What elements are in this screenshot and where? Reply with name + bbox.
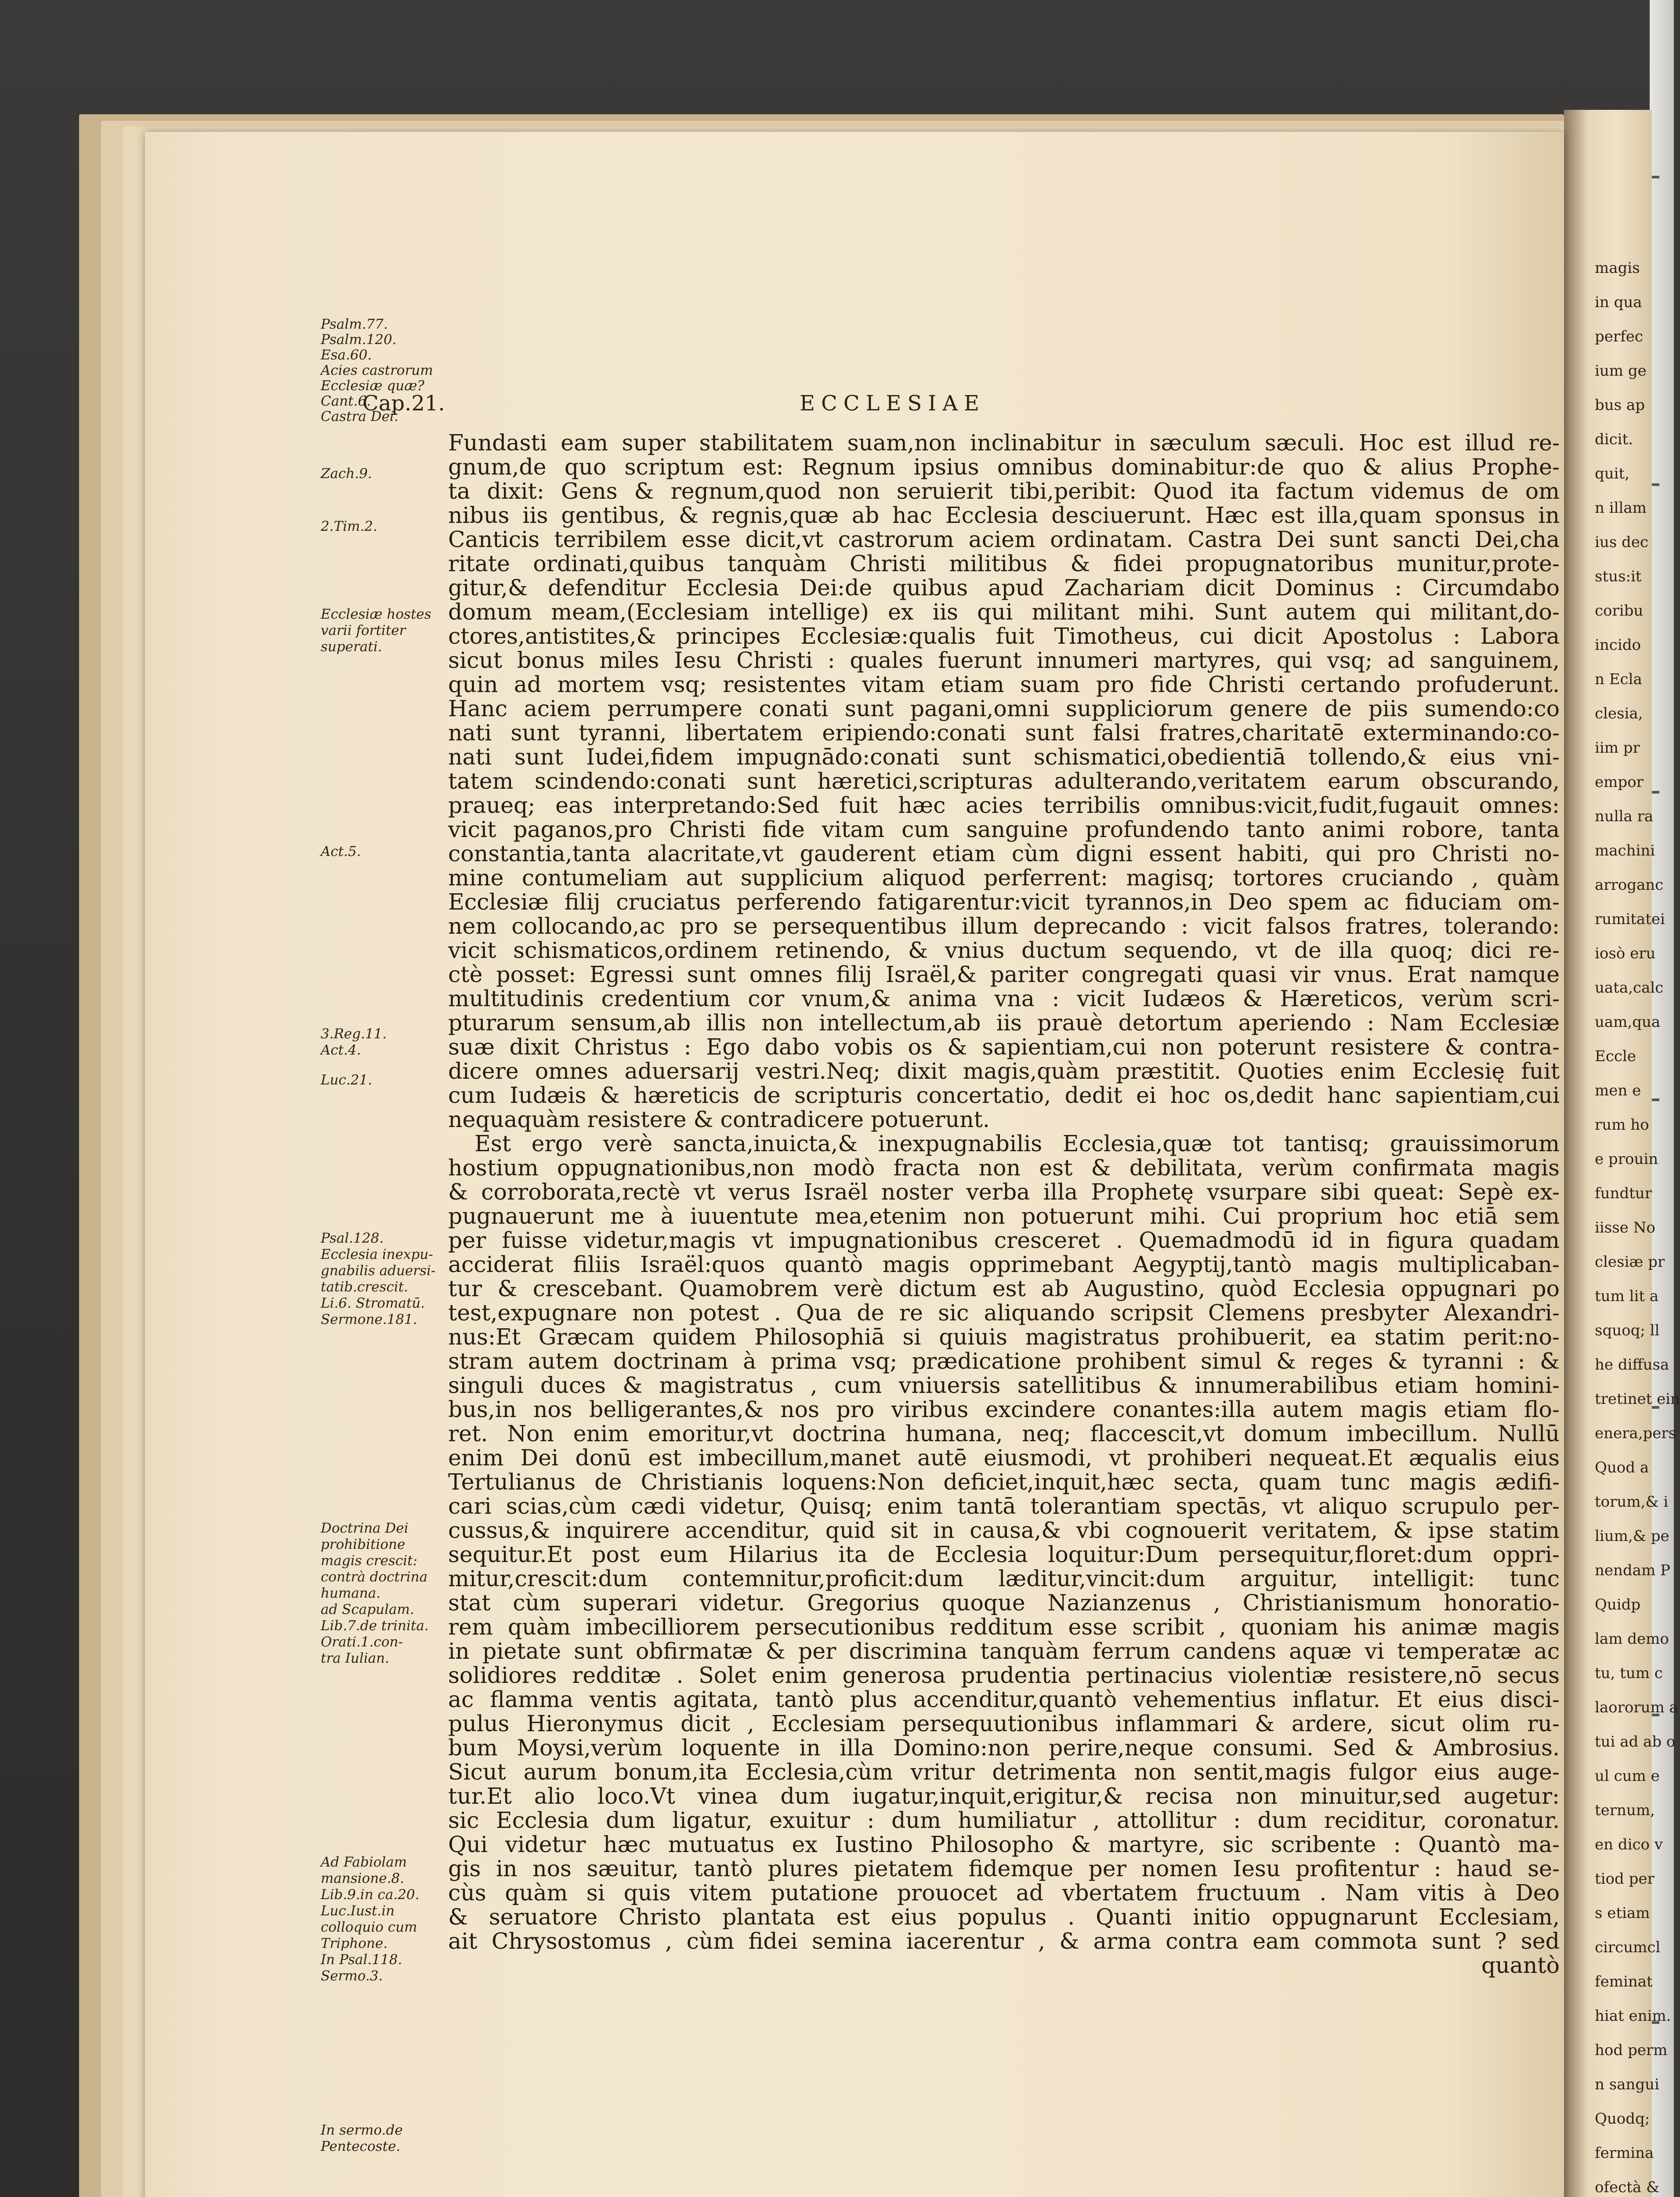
facing-text-fragment: in qua [1595, 294, 1642, 311]
text-line: praueq; eas interpretando:Sed fuit hæc acies terribilis omnibus:vicit,fudit,fugauit omnes: [448, 792, 1560, 818]
margin-note: Pentecoste. [321, 2139, 401, 2154]
text-line: tatem scindendo:conati sunt hæretici,scripturas adulterando,veritatem earum obscurando, [448, 768, 1560, 794]
margin-note: Ecclesiæ hostes [321, 606, 431, 622]
text-line: Hanc aciem perrumpere conati sunt pagani,omni suppliciorum genere de piis sumendo:co [448, 696, 1560, 721]
text-line: Est ergo verè sancta,inuicta,& inexpugnabilis Ecclesia,quæ tot tantisq; grauissimorum [474, 1131, 1560, 1157]
facing-text-fragment: bus ap [1595, 396, 1645, 414]
text-line: stram autem doctrinam à prima vsq; prædicatione prohibent simul & reges & tyranni : & [448, 1348, 1560, 1374]
margin-note: Castra Dei. [321, 409, 398, 424]
facing-text-fragment: empor [1595, 773, 1644, 791]
facing-text-fragment: feminat [1595, 1973, 1653, 1990]
facing-text-fragment: rumitatei [1595, 910, 1665, 928]
text-line: sic Ecclesia dum ligatur, exuitur : dum humiliatur , attollitur : dum reciditur, coronatur. [448, 1807, 1560, 1833]
facing-text-fragment: tretinet ein [1595, 1390, 1680, 1408]
facing-text-fragment: quit, [1595, 465, 1630, 482]
chapter-number: Cap.21. [362, 391, 445, 416]
facing-text-fragment: e prouin [1595, 1150, 1658, 1168]
text-line: acciderat filiis Israël:quos quantò magis opprimebant Aegyptij,tantò magis multiplicaban- [448, 1251, 1560, 1277]
facing-text-fragment: ofectà & [1595, 2179, 1660, 2196]
text-line: enim Dei donū est imbecillum,manet autē eiusmodi, vt prohiberi nequeat.Et æqualis eius [448, 1445, 1560, 1471]
text-line: gis in nos sæuitur, tantò plures pietatem fidemque per nomen Iesu profitentur : haud se- [448, 1856, 1560, 1882]
text-line: ta dixit: Gens & regnum,quod non seruierit tibi,peribit: Quod ita factum videmus de om [448, 478, 1560, 504]
margin-note: varii fortiter [321, 623, 406, 638]
text-line: constantia,tanta alacritate,vt gauderent etiam cùm digni essent habiti, qui pro Christi no- [448, 841, 1560, 866]
text-line: Qui videtur hæc mutuatus ex Iustino Philosopho & martyre, sic scribente : Quantò ma- [448, 1831, 1560, 1857]
text-line: ait Chrysostomus , cùm fidei semina iacerentur , & arma contra eam commota sunt ? sed [448, 1928, 1560, 1954]
facing-text-fragment: s etiam [1595, 1904, 1650, 1922]
text-line: mitur,crescit:dum contemnitur,proficit:dum læditur,vincit:dum arguitur, intelligit: tunc [448, 1566, 1560, 1592]
margin-note: Ecclesia inexpu- [321, 1247, 433, 1262]
margin-note: tatib.crescit. [321, 1279, 409, 1295]
text-line: pugnauerunt me à iuuentute mea,etenim non potuerunt mihi. Cui proprium hoc etiā sem [448, 1203, 1560, 1229]
facing-text-fragment: ul cum e [1595, 1767, 1660, 1785]
text-line: nus:Et Græcam quidem Philosophiā si quiuis magistratus prohibuerit, ea statim perit:no- [448, 1324, 1560, 1350]
margin-note: Sermone.181. [321, 1312, 417, 1327]
text-line: cum Iudæis & hæreticis de scripturis concertatio, dedit ei hoc os,dedit hanc sapientiam,cui [448, 1082, 1560, 1108]
facing-text-fragment: tu, tum c [1595, 1664, 1663, 1682]
facing-text-fragment: torum,& i [1595, 1493, 1669, 1511]
text-line: hostium oppugnationibus,non modò fracta non est & debilitata, verùm confirmata magis [448, 1155, 1560, 1181]
facing-text-fragment: tui ad ab o [1595, 1733, 1676, 1751]
facing-text-fragment: fermina [1595, 2144, 1654, 2162]
text-line: nati sunt tyranni, libertatem eripiendo:conati sunt falsi fratres,charitatē exterminando:co- [448, 720, 1560, 746]
margin-note: Acies castrorum [321, 363, 433, 378]
margin-note: Li.6. Stromatū. [321, 1295, 425, 1311]
margin-note: Act.4. [321, 1042, 361, 1058]
margin-note: Lib.7.de trinita. [321, 1618, 429, 1634]
text-line: vicit paganos,pro Christi fide vitam cum sanguine profundendo tanto animi robore, tanta [448, 816, 1560, 842]
margin-note: magis crescit: [321, 1553, 418, 1569]
margin-note: mansione.8. [321, 1871, 405, 1886]
text-line: pulus Hieronymus dicit , Ecclesiam persequutionibus inflammari & ardere, sicut olim ru- [448, 1711, 1560, 1737]
facing-text-fragment: enera,pers [1595, 1425, 1676, 1442]
margin-note: colloquio cum [321, 1919, 417, 1935]
margin-note: Psalm.77. [321, 316, 388, 332]
text-line: gitur,& defenditur Ecclesia Dei:de quibus apud Zachariam dicit Dominus : Circumdabo [448, 575, 1560, 601]
facing-text-fragment: Quidp [1595, 1596, 1641, 1613]
facing-text-fragment: Quodq; [1595, 2110, 1650, 2128]
facing-text-fragment: ium ge [1595, 362, 1647, 380]
facing-text-fragment: laororum a [1595, 1699, 1678, 1716]
facing-text-fragment: he diffusa [1595, 1356, 1669, 1374]
facing-text-fragment: arroganc [1595, 876, 1664, 894]
text-line: tur & crescebant. Quamobrem verè dictum est ab Augustino, quòd Ecclesia oppugnari po [448, 1276, 1560, 1302]
text-line: quantò [1481, 1952, 1560, 1978]
text-line: singuli duces & magistratus , cum vniuersis satellitibus & innumerabilibus etiam homini- [448, 1372, 1560, 1398]
margin-note: Luc.Iust.in [321, 1903, 395, 1919]
text-line: domum meam,(Ecclesiam intellige) ex iis qui militant mihi. Sunt autem qui militant,do- [448, 599, 1560, 625]
facing-text-fragment: nulla ra [1595, 808, 1654, 825]
facing-text-fragment: uam,qua [1595, 1013, 1661, 1031]
margin-note: Psalm.120. [321, 332, 397, 348]
text-line: solidiores redditæ . Solet enim generosa prudentia pertinacius violentiæ resistere,nō secus [448, 1662, 1560, 1688]
facing-text-fragment: n sangui [1595, 2076, 1659, 2093]
text-line: bum Moysi,verùm loquente in illa Domino:non perire,neque consumi. Sed & Ambrosius. [448, 1735, 1560, 1761]
margin-note: Act.5. [321, 844, 361, 859]
facing-text-fragment: tiod per [1595, 1870, 1655, 1888]
facing-text-fragment: dicit. [1595, 431, 1633, 448]
facing-text-fragment: iisse No [1595, 1219, 1655, 1236]
text-line: ritate ordinati,quibus tanquàm Christi militibus & fidei propugnatoribus munitur,prote- [448, 551, 1560, 576]
text-line: vicit schismaticos,ordinem retinendo, & vnius ductum sequendo, vt de illa quoq; dici re- [448, 937, 1560, 963]
facing-text-fragment: ternum, [1595, 1802, 1655, 1819]
text-line: ret. Non enim emoritur,vt doctrina humana, neq; flaccescit,vt domum imbecillum. Nullū [448, 1421, 1560, 1447]
facing-text-fragment: Eccle [1595, 1048, 1636, 1065]
facing-text-fragment: machini [1595, 842, 1655, 859]
facing-text-fragment: iim pr [1595, 739, 1640, 757]
facing-text-fragment: perfec [1595, 328, 1643, 345]
margin-note: Doctrina Dei [321, 1520, 409, 1536]
text-line: mine contumeliam aut supplicium aliquod perferrent: magisq; tortores cruciando , quàm [448, 865, 1560, 891]
gutter-shadow [1564, 110, 1588, 2197]
facing-text-fragment: coribu [1595, 602, 1644, 620]
text-line: bus,in nos belligerantes,& nos pro viribus excindere conantes:illa autem magis etiam flo- [448, 1396, 1560, 1422]
text-line: tur.Et alio loco.Vt vinea dum iugatur,inquit,erigitur,& recisa non minuitur,sed augetur: [448, 1783, 1560, 1809]
facing-page [1564, 110, 1680, 2197]
book-page [145, 132, 1564, 2197]
facing-text-fragment: men e [1595, 1082, 1641, 1099]
facing-text-fragment: tum lit a [1595, 1287, 1659, 1305]
facing-text-fragment: incido [1595, 636, 1641, 654]
text-line: multitudinis credentium cor vnum,& anima vna : vicit Iudæos & Hæreticos, verùm scri- [448, 986, 1560, 1011]
text-line: & corroborata,rectè vt verus Israël noster verba illa Prophetę vsurpare sibi queat: Sepè ex- [448, 1179, 1560, 1205]
text-line: cùs quàm si quis vitem putatione prouocet ad vbertatem fructuum . Nam vitis à Deo [448, 1880, 1560, 1906]
margin-note: gnabilis aduersi- [321, 1263, 436, 1279]
margin-note: superati. [321, 639, 382, 655]
margin-note: In Psal.118. [321, 1952, 402, 1968]
text-line: cussus,& inquirere accenditur, quid sit in causa,& vbi cognouerit veritatem, & ipse statim [448, 1517, 1560, 1543]
facing-text-fragment: stus:it [1595, 568, 1642, 585]
text-line: sequitur.Et post eum Hilarius ita de Ecclesia loquitur:Dum persequitur,floret:dum oppri- [448, 1541, 1560, 1567]
body-text [448, 431, 1560, 1977]
text-line: Fundasti eam super stabilitatem suam,non inclinabitur in sæculum sæculi. Hoc est illud re- [448, 430, 1560, 456]
facing-text-fragment: squoq; ll [1595, 1322, 1660, 1339]
margin-note: Cant.6. [321, 393, 371, 409]
facing-text-fragment: nendam P [1595, 1562, 1670, 1579]
text-line: rem quàm imbecilliorem persecutionibus redditum esse scribit , quoniam his animæ magis [448, 1614, 1560, 1640]
margin-note: Lib.9.in ca.20. [321, 1887, 420, 1903]
text-line: gnum,de quo scriptum est: Regnum ipsius omnibus dominabitur:de quo & alius Prophe- [448, 454, 1560, 480]
text-line: Tertulianus de Christianis loquens:Non deficiet,inquit,hæc secta, quam tunc magis ædifi- [448, 1469, 1560, 1495]
text-line: in pietate sunt obfirmatæ & per discrimina tanquàm ferrum candens aquæ vi temperatæ ac [448, 1638, 1560, 1664]
margin-note: ad Scapulam. [321, 1602, 414, 1617]
margin-note: tra Iulian. [321, 1650, 389, 1666]
facing-text-fragment: clesiæ pr [1595, 1253, 1665, 1271]
margin-note: Psal.128. [321, 1230, 384, 1246]
text-line: Ecclesiæ filij cruciatus perferendo fatigarentur:vicit tyrannos,in Deo spem ac fiduciam om- [448, 889, 1560, 915]
text-line: ac flamma ventis agitata, tantò plus accenditur,quantò vehementius inflatur. Et eius disci- [448, 1686, 1560, 1712]
facing-text-fragment: fundtur [1595, 1185, 1652, 1202]
facing-text-fragment: rum ho [1595, 1116, 1649, 1134]
text-line: nati sunt Iudei,fidem impugnādo:conati sunt schismatici,obedientiā tollendo,& eius vni- [448, 744, 1560, 770]
facing-text-fragment: hiat enim. [1595, 2007, 1671, 2025]
facing-text-fragment: lium,& pe [1595, 1527, 1669, 1545]
text-line: & seruatore Christo plantata est eius populus . Quanti initio oppugnarunt Ecclesiam, [448, 1904, 1560, 1930]
facing-text-fragment: n Ecla [1595, 671, 1642, 688]
text-line: quin ad mortem vsq; resistentes vitam etiam suam pro fide Christi certando profuderunt. [448, 671, 1560, 697]
margin-note: humana. [321, 1585, 381, 1601]
facing-text-fragment: uata,calc [1595, 979, 1664, 997]
facing-text-fragment: lam demo [1595, 1630, 1669, 1648]
margin-note: Zach.9. [321, 466, 372, 482]
text-line: Sicut aurum bonum,ita Ecclesia,cùm vritur detrimenta non sentit,magis fulgor eius auge- [448, 1759, 1560, 1785]
text-line: pturarum sensum,ab illis non intellectum,ab iis prauè detortum aperiendo : Nam Ecclesiæ [448, 1010, 1560, 1036]
margin-note: Ad Fabiolam [321, 1854, 407, 1870]
text-line: dicere omnes aduersarij vestri.Neq; dixit magis,quàm præstitit. Quoties enim Ecclesię fuit [448, 1058, 1560, 1084]
margin-note: Luc.21. [321, 1072, 373, 1088]
text-line: Canticis terribilem esse dicit,vt castrorum aciem ordinatam. Castra Dei sunt sancti Dei,cha [448, 526, 1560, 552]
facing-text-fragment: iosò eru [1595, 945, 1656, 962]
text-line: ctores,antistites,& principes Ecclesiæ:qualis fuit Timotheus, cui dicit Apostolus : Labora [448, 623, 1560, 649]
color-ruler [1650, 0, 1674, 2197]
margin-note: Ecclesiæ quæ? [321, 378, 424, 394]
text-line: sicut bonus miles Iesu Christi : quales fuerunt innumeri martyres, qui vsq; ad sanguinem, [448, 647, 1560, 673]
facing-text-fragment: n illam [1595, 499, 1647, 517]
margin-note: 3.Reg.11. [321, 1026, 387, 1042]
facing-text-fragment: hod perm [1595, 2041, 1668, 2059]
text-line: stat cùm superari videtur. Gregorius quoque Nazianzenus , Christianismum honoratio- [448, 1590, 1560, 1616]
margin-note: 2.Tim.2. [321, 518, 377, 534]
margin-note: Triphone. [321, 1936, 388, 1951]
text-line: ctè posset: Egressi sunt omnes filij Israël,& pariter congregati quasi vir vnus. Erat namque [448, 961, 1560, 987]
text-line: suæ dixit Christus : Ego dabo vobis os & sapientiam,cui non poterunt resistere & contra- [448, 1034, 1560, 1060]
running-title: ECCLESIAE [800, 391, 985, 416]
text-line: nem collocando,ac pro se persequentibus illum deprecando : vicit falsos fratres, tolerando: [448, 913, 1560, 939]
facing-text-fragment: en dico v [1595, 1836, 1663, 1853]
facing-text-fragment: Quod a [1595, 1459, 1649, 1476]
text-line: cari scias,cùm cædi videtur, Quisq; enim tantā tolerantiam spectās, vt aliquo scrupulo per- [448, 1493, 1560, 1519]
margin-note: prohibitione [321, 1537, 406, 1552]
facing-text-fragment: ius dec [1595, 533, 1648, 551]
margin-note: Sermo.3. [321, 1968, 383, 1984]
facing-text-fragment: clesia, [1595, 705, 1643, 722]
margin-note: In sermo.de [321, 2122, 403, 2138]
facing-text-fragment: magis [1595, 259, 1640, 277]
margin-note: contrà doctrina [321, 1569, 428, 1585]
text-line: nibus iis gentibus, & regnis,quæ ab hac Ecclesia desciuerunt. Hæc est illa,quam sponsus in [448, 502, 1560, 528]
margin-note: Esa.60. [321, 347, 372, 363]
text-line: test,expugnare non potest . Qua de re sic aliquando scripsit Clemens presbyter Alexandri- [448, 1300, 1560, 1326]
facing-text-fragment: circumcl [1595, 1939, 1661, 1956]
margin-note: Orati.1.con- [321, 1634, 403, 1650]
text-line: nequaquàm resistere & contradicere potuerunt. [448, 1106, 990, 1132]
text-line: per fuisse videtur,magis vt impugnationibus cresceret . Quemadmodū id in figura quadam [448, 1227, 1560, 1253]
